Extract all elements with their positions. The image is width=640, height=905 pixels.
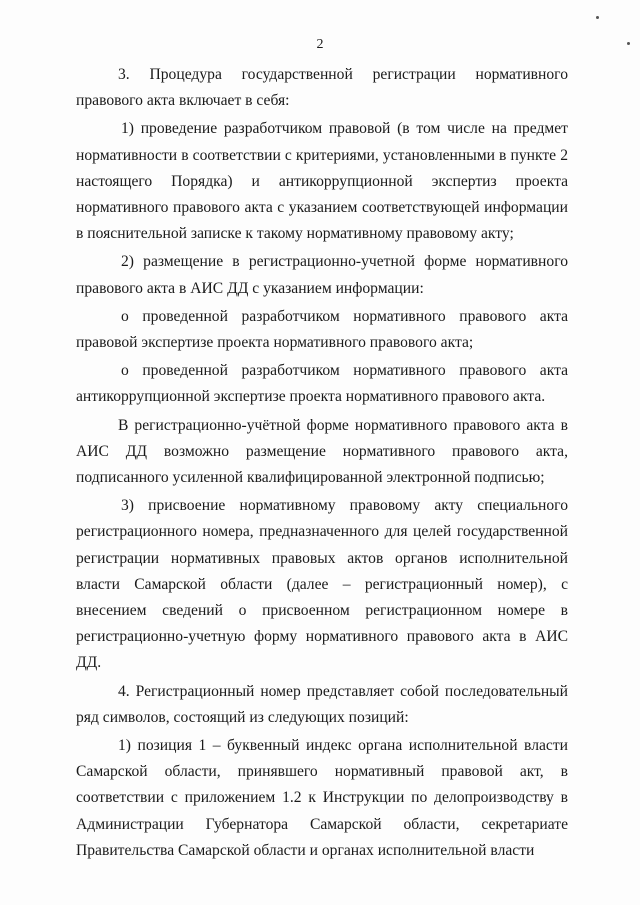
paragraph-bullet-anticorruption-expertise: о проведенной разработчиком нормативного правового акта антикоррупционной экспертизе проекта нормативного правового акта. xyxy=(76,362,568,406)
scan-speck xyxy=(596,16,599,19)
paragraph-section-4: 4. Регистрационный номер представляет собой последовательный ряд символов, состоящий из следующих позиций: xyxy=(76,682,568,726)
paragraph-item-2: 2) размещение в регистрационно-учетной форме нормативного правового акта в АИС ДД с указанием информации: xyxy=(76,253,568,297)
paragraph-bullet-legal-expertise: о проведенной разработчиком нормативного правового акта правовой экспертизе проекта нормативного правового акта; xyxy=(76,307,568,352)
page-number: 2 xyxy=(316,37,324,52)
paragraph-position-1: 1) позиция 1 – буквенный индекс органа исполнительной власти Самарской области, принявшего нормативный правовой акт, в соответствии с приложением 1.2 к Инструкции по делопроизводству в Администрации Губернатора Самарской области, секретариате Правительства Самарской области и органах исполнительной власти xyxy=(76,737,568,859)
scan-speck xyxy=(627,42,630,45)
document-body xyxy=(76,62,568,866)
paragraph-registration-form-note: В регистрационно-учётной форме нормативного правового акта в АИС ДД возможно размещение нормативного правового акта, подписанного усиленной квалифицированной электронной подписью; xyxy=(76,416,568,487)
paragraph-section-3: 3. Процедура государственной регистрации нормативного правового акта включает в себя: xyxy=(76,66,568,110)
paragraph-item-3: 3) присвоение нормативному правовому акту специального регистрационного номера, предназначенного для целей государственной регистрации нормативных правовых актов органов исполнительной власти Самарской области (далее – регистрационный номер), с внесением сведений о присвоенном регистрационном номере в регистрационно-учетную форму нормативного правового акта в АИС ДД. xyxy=(76,497,568,672)
paragraph-item-1: 1) проведение разработчиком правовой (в том числе на предмет нормативности в соответствии с критериями, установленными в пункте 2 настоящего Порядка) и антикоррупционной экспертиз проекта нормативного правового акта с указанием соответствующей информации в пояснительной записке к такому нормативному правовому акту; xyxy=(76,120,568,243)
